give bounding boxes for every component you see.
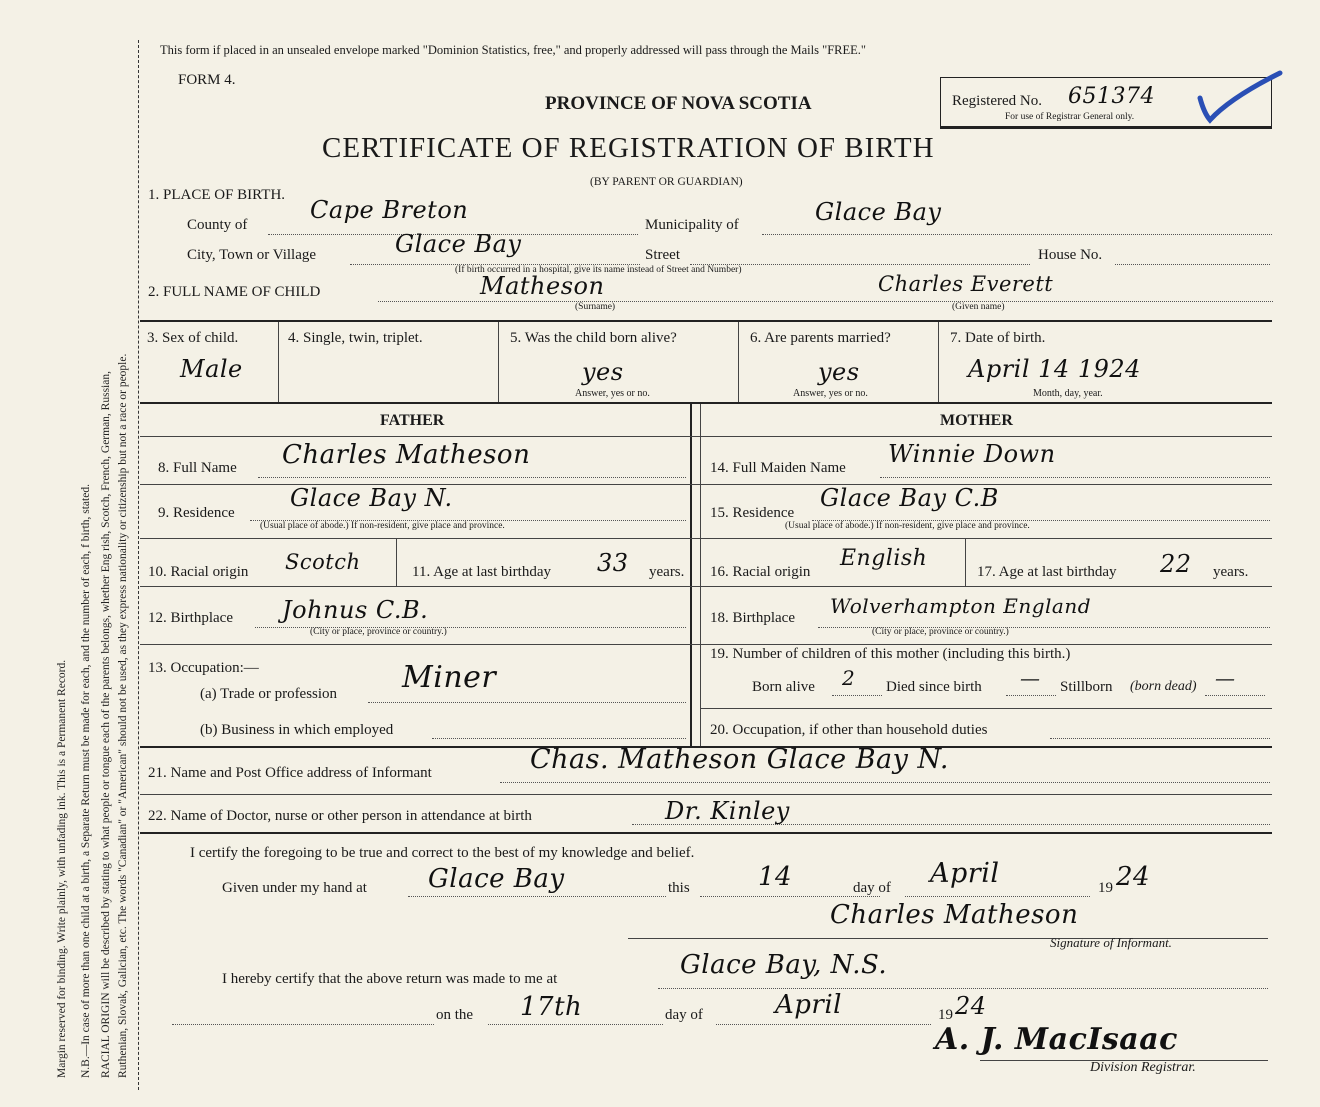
mother-name-label: 14. Full Maiden Name — [710, 460, 846, 476]
stillborn-note: (born dead) — [1130, 679, 1197, 694]
day-value: 14 — [758, 862, 793, 892]
municipality-value: Glace Bay — [815, 198, 942, 226]
check-mark-icon — [1190, 68, 1290, 128]
father-age-value: 33 — [597, 549, 629, 577]
answer-note-6: Answer, yes or no. — [793, 388, 868, 399]
day-of-label: day of — [853, 880, 891, 896]
informant-label: 21. Name and Post Office address of Informant — [148, 765, 432, 781]
child-surname-value: Matheson — [480, 272, 605, 300]
postal-notice: This form if placed in an unsealed envelope marked "Dominion Statistics, free," and properly addressed will pass through the Mails "FREE." — [160, 43, 867, 57]
born-alive-value: yes — [582, 358, 624, 386]
year-prefix: 19 — [1098, 880, 1113, 896]
father-age-label: 11. Age at last birthday — [412, 564, 551, 580]
certify-statement: I certify the foregoing to be true and correct to the best of my knowledge and belief. — [190, 845, 695, 861]
father-racial-value: Scotch — [285, 550, 361, 574]
on-year-value: 24 — [955, 992, 987, 1020]
on-day-value: 17th — [520, 992, 583, 1022]
county-label: County of — [187, 217, 248, 233]
house-no-label: House No. — [1038, 247, 1103, 263]
parents-married-label: 6. Are parents married? — [750, 330, 891, 346]
street-label: Street — [645, 247, 680, 263]
died-since-birth-label: Died since birth — [886, 679, 982, 695]
mother-age-label: 17. Age at last birthday — [977, 564, 1117, 580]
form-number: FORM 4. — [178, 72, 236, 88]
on-the-label: on the — [436, 1007, 474, 1023]
mother-birthplace-note: (City or place, province or country.) — [872, 627, 1009, 637]
plurality-label: 4. Single, twin, triplet. — [288, 330, 423, 346]
informant-signature-label: Signature of Informant. — [1050, 935, 1172, 950]
hospital-note: (If birth occurred in a hospital, give its name instead of Street and Number) — [455, 265, 742, 275]
father-birthplace-note: (City or place, province or country.) — [310, 627, 447, 637]
business-label: (b) Business in which employed — [200, 722, 394, 738]
born-alive-count-value: 2 — [842, 666, 856, 690]
return-place-value: Glace Bay, N.S. — [680, 950, 888, 980]
doctor-value: Dr. Kinley — [665, 797, 790, 825]
this-label: this — [668, 880, 690, 896]
stillborn-value: — — [1215, 666, 1236, 690]
place-heading: 1. PLACE OF BIRTH. — [148, 187, 286, 203]
mother-heading: MOTHER — [940, 412, 1013, 429]
certificate-title: CERTIFICATE OF REGISTRATION OF BIRTH — [322, 132, 935, 164]
municipality-label: Municipality of — [645, 217, 739, 233]
dob-note: Month, day, year. — [1033, 388, 1103, 399]
father-birthplace-value: Johnus C.B. — [282, 596, 429, 624]
answer-note-5: Answer, yes or no. — [575, 388, 650, 399]
division-registrar-label: Division Registrar. — [1090, 1060, 1196, 1075]
month-value: April — [930, 858, 1000, 889]
on-month-value: April — [775, 990, 842, 1020]
child-name-label: 2. FULL NAME OF CHILD — [148, 284, 321, 300]
child-given-value: Charles Everett — [878, 272, 1054, 296]
sex-label: 3. Sex of child. — [147, 330, 239, 346]
margin-note-4: Ruthenian, Slovak, Galician, etc. The words "Canadian" or "American" should not be used, as they express nationality or citizenship but not a race or people. — [117, 353, 129, 1078]
mother-residence-label: 15. Residence — [710, 505, 795, 521]
born-alive-label: 5. Was the child born alive? — [510, 330, 677, 346]
province-heading: PROVINCE OF NOVA SCOTIA — [545, 93, 812, 114]
father-racial-label: 10. Racial origin — [148, 564, 249, 580]
mother-occupation-label: 20. Occupation, if other than household duties — [710, 722, 988, 738]
dob-label: 7. Date of birth. — [950, 330, 1046, 346]
trade-value: Miner — [402, 660, 497, 695]
mother-racial-value: English — [840, 546, 928, 571]
stillborn-label: Stillborn — [1060, 679, 1113, 695]
doctor-label: 22. Name of Doctor, nurse or other person in attendance at birth — [148, 808, 532, 824]
given-name-note: (Given name) — [952, 302, 1005, 312]
mother-residence-value: Glace Bay C.B — [820, 484, 999, 512]
margin-note-1: Margin reserved for binding. Write plainly, with unfading ink. This is a Permanent Record. — [56, 659, 68, 1078]
parents-married-value: yes — [818, 358, 860, 386]
mother-residence-note: (Usual place of abode.) If non-resident, give place and province. — [785, 521, 1030, 531]
father-name-value: Charles Matheson — [282, 440, 531, 470]
county-value: Cape Breton — [310, 196, 469, 224]
mother-age-value: 22 — [1160, 550, 1192, 578]
registrar-general-note: For use of Registrar General only. — [1005, 112, 1135, 122]
mother-years: years. — [1213, 564, 1249, 580]
born-alive-count-label: Born alive — [752, 679, 815, 695]
mother-racial-label: 16. Racial origin — [710, 564, 811, 580]
father-birthplace-label: 12. Birthplace — [148, 610, 233, 626]
on-day-of-label: day of — [665, 1007, 703, 1023]
registrar-signature: A. J. MacIsaac — [935, 1022, 1178, 1057]
city-label: City, Town or Village — [187, 247, 317, 263]
informant-value: Chas. Matheson Glace Bay N. — [530, 744, 949, 775]
on-year-prefix: 19 — [938, 1007, 953, 1023]
sex-value: Male — [180, 355, 243, 383]
informant-signature: Charles Matheson — [830, 900, 1079, 930]
occupation-label: 13. Occupation:— — [148, 660, 259, 676]
certificate-subtitle: (BY PARENT OR GUARDIAN) — [590, 176, 743, 188]
father-name-label: 8. Full Name — [158, 460, 237, 476]
margin-note-3: RACIAL ORIGIN will be described by stating to what people or tongue each of the parents belongs, whether Eng rish, Scotch, French, German, Russian, — [100, 371, 112, 1078]
father-years: years. — [649, 564, 685, 580]
dob-value: April 14 1924 — [968, 355, 1141, 383]
mother-birthplace-value: Wolverhampton England — [830, 594, 1092, 618]
margin-note-2: N.B.—In case of more than one child at a birth, a Separate Return must be made for each, and the number of each, f birth, stated. — [80, 484, 92, 1078]
father-residence-note: (Usual place of abode.) If non-resident, give place and province. — [260, 521, 505, 531]
died-since-birth-value: — — [1020, 666, 1041, 690]
father-heading: FATHER — [380, 412, 445, 429]
return-made-label: I hereby certify that the above return was made to me at — [222, 971, 558, 987]
mother-birthplace-label: 18. Birthplace — [710, 610, 795, 626]
father-residence-label: 9. Residence — [158, 505, 235, 521]
father-residence-value: Glace Bay N. — [290, 484, 453, 512]
city-value: Glace Bay — [395, 230, 522, 258]
registered-label: Registered No. — [952, 93, 1042, 109]
surname-note: (Surname) — [575, 302, 616, 312]
binding-line — [138, 40, 139, 1090]
children-count-label: 19. Number of children of this mother (including this birth.) — [710, 646, 1071, 662]
trade-label: (a) Trade or profession — [200, 686, 338, 702]
given-under-label: Given under my hand at — [222, 880, 367, 896]
year-value: 24 — [1116, 862, 1151, 892]
mother-name-value: Winnie Down — [888, 440, 1056, 468]
registered-number: 651374 — [1068, 84, 1155, 109]
given-place-value: Glace Bay — [428, 864, 565, 894]
